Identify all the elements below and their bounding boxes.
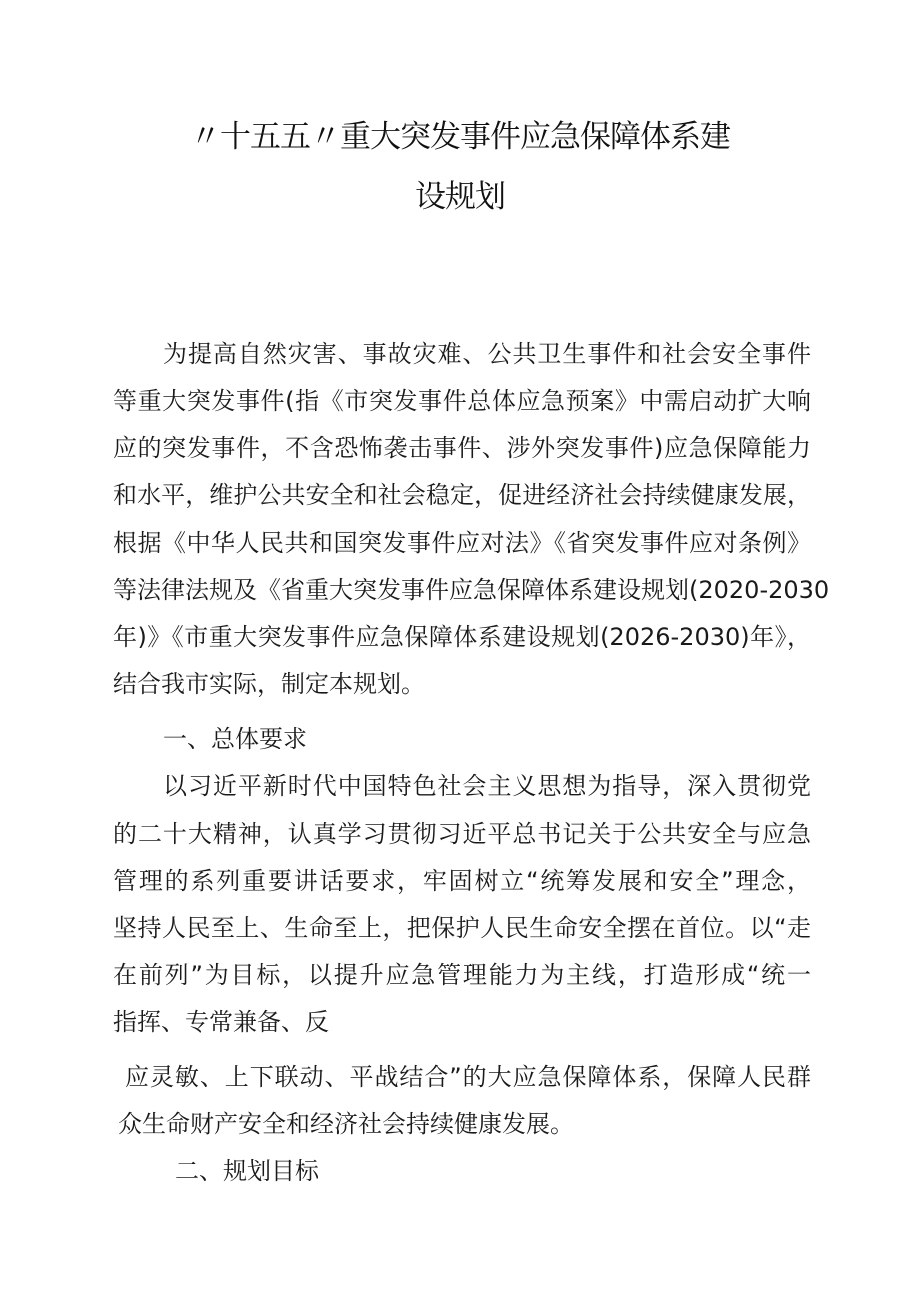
- paragraph-2-line-7: 应灵敏、上下联动、平战结合”的大应急保障体系，保障人民群: [125, 1063, 811, 1091]
- paragraph-1-line-8: 结合我市实际，制定本规划。: [113, 670, 425, 698]
- paragraph-2-line-1: 以习近平新时代中国特色社会主义思想为指导，深入贯彻党: [163, 772, 811, 800]
- paragraph-2-line-6: 指挥、专常兼备、反: [113, 1008, 329, 1036]
- document-title-line-2: 设规划: [415, 179, 505, 215]
- paragraph-1-line-1: 为提高自然灾害、事故灾难、公共卫生事件和社会安全事件: [163, 340, 811, 368]
- paragraph-1-line-3: 应的突发事件，不含恐怖袭击事件、涉外突发事件)应急保障能力: [113, 434, 811, 462]
- section-heading-2: 二、规划目标: [175, 1157, 319, 1185]
- paragraph-1-line-6: 等法律法规及《省重大突发事件应急保障体系建设规划(2020-2030: [113, 576, 830, 604]
- paragraph-2-line-5: 在前列”为目标，以提升应急管理能力为主线，打造形成“统一: [113, 961, 811, 989]
- paragraph-2-line-3: 管理的系列重要讲话要求，牢固树立“统筹发展和安全”理念，: [113, 867, 811, 895]
- paragraph-1-line-7: 年)》《市重大突发事件应急保障体系建设规划(2026-2030)年》，: [113, 623, 811, 651]
- paragraph-1-line-4: 和水平，维护公共安全和社会稳定，促进经济社会持续健康发展，: [113, 481, 811, 509]
- paragraph-2-line-2: 的二十大精神，认真学习贯彻习近平总书记关于公共安全与应急: [113, 820, 811, 848]
- paragraph-2-line-8: 众生命财产安全和经济社会持续健康发展。: [118, 1110, 574, 1138]
- section-heading-1: 一、总体要求: [163, 725, 307, 753]
- paragraph-1-line-2: 等重大突发事件(指《市突发事件总体应急预案》中需启动扩大响: [113, 387, 811, 415]
- document-title-line-1: 〃十五五〃重大突发事件应急保障体系建: [190, 119, 730, 155]
- paragraph-2-line-4: 坚持人民至上、生命至上，把保护人民生命安全摆在首位。以“走: [113, 914, 811, 942]
- paragraph-1-line-5: 根据《中华人民共和国突发事件应对法》《省突发事件应对条例》: [113, 529, 811, 557]
